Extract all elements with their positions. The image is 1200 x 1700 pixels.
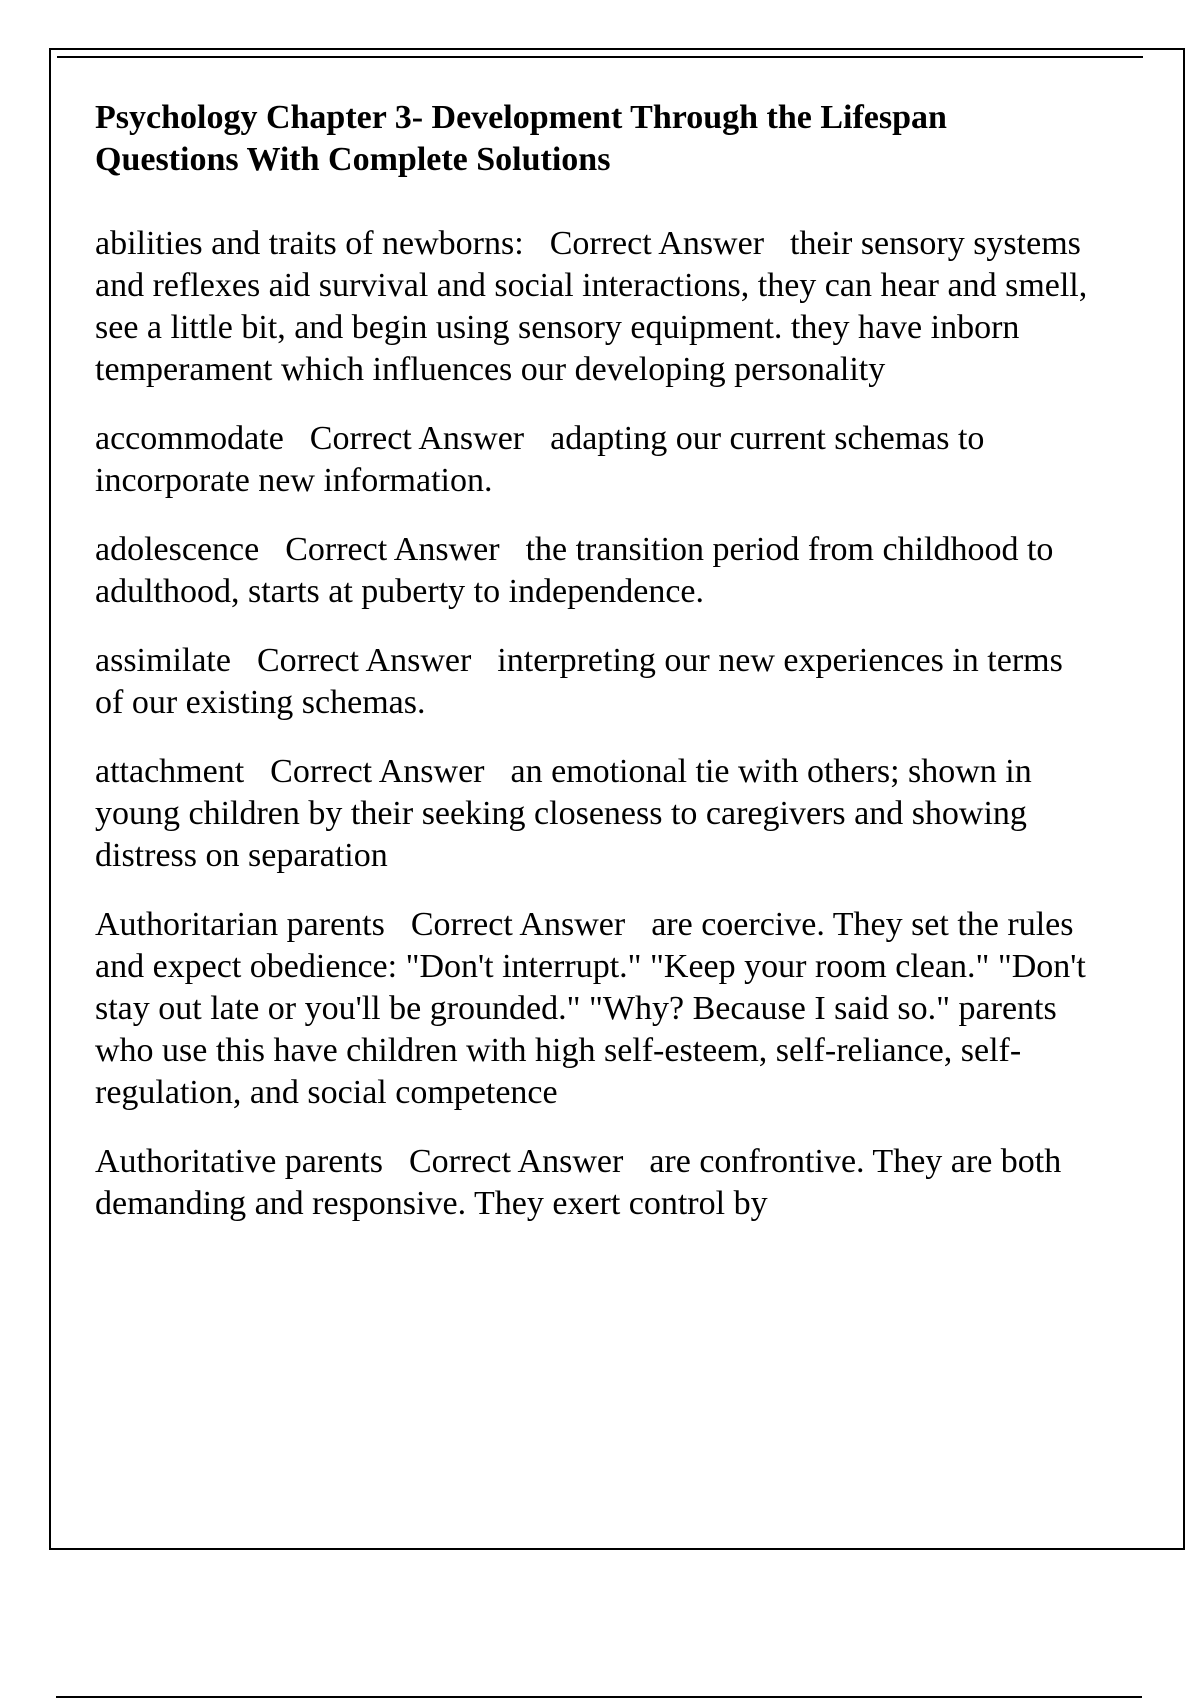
entry-definition: the transition period from childhood to adulthood, starts at puberty to independence. — [95, 531, 1054, 610]
title-line-1: Psychology Chapter 3- Development Through the Lifespan — [95, 99, 947, 136]
qa-entry — [95, 640, 1095, 724]
entry-term: Authoritarian parents — [95, 906, 385, 943]
entry-term: attachment — [95, 753, 245, 790]
correct-answer-label: Correct Answer — [410, 906, 626, 943]
document-title — [95, 97, 1095, 181]
entry-definition: are confrontive. They are both demanding and responsive. They exert control by — [95, 1143, 1062, 1222]
entry-definition: an emotional tie with others; shown in young children by their seeking closeness to caregivers and showing distress on separation — [95, 753, 1032, 874]
entry-definition: are coercive. They set the rules and expect obedience: "Don't interrupt." "Keep your room clean." "Don't stay out late or you'll be grounded." "Why? Because I said so." parents who use this have children with high self-esteem, self-reliance, self-regulation, and social competence — [95, 906, 1086, 1111]
document-body — [95, 97, 1095, 1252]
entry-definition: adapting our current schemas to incorporate new information. — [95, 420, 985, 499]
correct-answer-label: Correct Answer — [270, 753, 485, 790]
correct-answer-label: Correct Answer — [549, 225, 765, 262]
qa-entry — [95, 751, 1095, 877]
entry-term: Authoritative parents — [95, 1143, 383, 1180]
entry-term: abilities and traits of newborns: — [95, 225, 524, 262]
entry-term: adolescence — [95, 531, 260, 568]
entry-term: assimilate — [95, 642, 231, 679]
correct-answer-label: Correct Answer — [309, 420, 525, 457]
top-rule — [57, 56, 1143, 58]
correct-answer-label: Correct Answer — [256, 642, 472, 679]
correct-answer-label: Correct Answer — [285, 531, 500, 568]
entry-term: accommodate — [95, 420, 284, 457]
correct-answer-label: Correct Answer — [408, 1143, 624, 1180]
entry-definition: interpreting our new experiences in terms of our existing schemas. — [95, 642, 1063, 721]
qa-entry — [95, 1141, 1095, 1225]
qa-entry — [95, 223, 1095, 391]
bottom-rule — [56, 1696, 1142, 1698]
qa-entry — [95, 418, 1095, 502]
qa-entry — [95, 904, 1095, 1114]
entry-definition: their sensory systems and reflexes aid survival and social interactions, they can hear and smell, see a little bit, and begin using sensory equipment. they have inborn temperament which influences our developing personality — [95, 225, 1088, 388]
title-line-2: Questions With Complete Solutions — [95, 141, 611, 178]
qa-entry — [95, 529, 1095, 613]
